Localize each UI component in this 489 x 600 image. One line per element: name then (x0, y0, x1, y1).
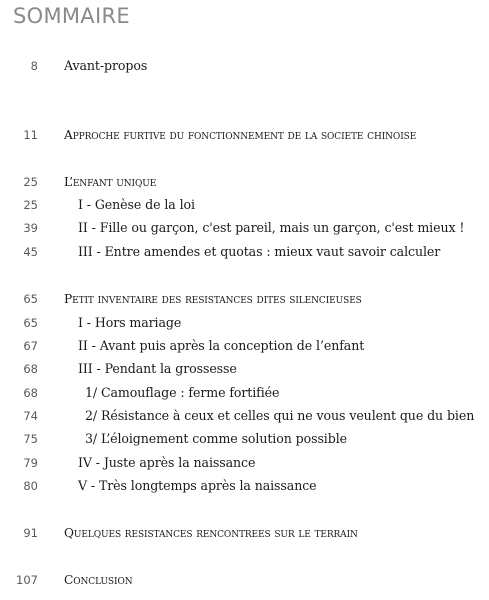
toc-section-title: Conclusion (64, 573, 133, 587)
toc-entry-camouflage (0, 383, 489, 403)
toc-page-number: 45 (23, 245, 38, 259)
toc-entry-title: III - Entre amendes et quotas : mieux vaut savoir calculer (78, 244, 441, 259)
toc-section-title: Quelques resistances rencontrees sur le terrain (64, 526, 358, 540)
toc-entry-title: 3/ L’éloignement comme solution possible (85, 431, 347, 446)
toc-entry-title: IV - Juste après la naissance (78, 455, 256, 470)
toc-entry-amendes-quotas (0, 242, 489, 262)
toc-entry-fille-garcon (0, 218, 489, 238)
toc-entry-title: III - Pendant la grossesse (78, 361, 237, 376)
toc-page-number: 8 (30, 59, 38, 73)
toc-page-number: 107 (16, 573, 38, 587)
toc-page-number: 74 (23, 409, 38, 423)
toc-entry-juste-apres-naissance (0, 453, 489, 473)
toc-entry-hors-mariage (0, 313, 489, 333)
toc-entry-title: 2/ Résistance à ceux et celles qui ne vous veulent que du bien (85, 408, 475, 423)
toc-entry-conclusion (0, 570, 489, 590)
toc-page-number: 68 (23, 362, 38, 376)
toc-entry-title: 1/ Camouflage : ferme fortifiée (85, 385, 280, 400)
toc-entry-avant-apres-conception (0, 336, 489, 356)
toc-section-title: Approche furtive du fonctionnement de la societe chinoise (64, 128, 417, 142)
toc-page-number: 68 (23, 386, 38, 400)
toc-page-number: 11 (23, 128, 38, 142)
toc-page-number: 80 (23, 479, 38, 493)
toc-page-number: 25 (23, 175, 38, 189)
toc-page-number: 67 (23, 339, 38, 353)
toc-entry-title: V - Très longtemps après la naissance (78, 478, 317, 493)
toc-page-number: 65 (23, 316, 38, 330)
toc-page-number: 39 (23, 221, 38, 235)
toc-entry-quelques-resistances (0, 523, 489, 543)
toc-section-title: Petit inventaire des resistances dites silencieuses (64, 292, 362, 306)
toc-entry-avant-propos (0, 56, 489, 76)
toc-page-number: 25 (23, 198, 38, 212)
toc-page-number: 65 (23, 292, 38, 306)
toc-entry-resistance-ceux-celles (0, 406, 489, 426)
toc-entry-title: II - Avant puis après la conception de l’enfant (78, 338, 365, 353)
page-title: SOMMAIRE (13, 4, 130, 28)
toc-page-number: 75 (23, 432, 38, 446)
toc-entry-eloignement (0, 429, 489, 449)
toc-entry-approche-furtive (0, 125, 489, 145)
toc-entry-petit-inventaire (0, 289, 489, 309)
toc-entry-title: I - Hors mariage (78, 315, 182, 330)
toc-entry-genese-loi (0, 195, 489, 215)
toc-page-number: 79 (23, 456, 38, 470)
toc-entry-enfant-unique (0, 172, 489, 192)
toc-entry-title: II - Fille ou garçon, c'est pareil, mais un garçon, c'est mieux ! (78, 220, 465, 235)
toc-page-number: 91 (23, 526, 38, 540)
toc-entry-pendant-grossesse (0, 359, 489, 379)
toc-section-title: L’enfant unique (64, 175, 157, 189)
toc-entry-title: I - Genèse de la loi (78, 197, 195, 212)
toc-entry-tres-longtemps-apres (0, 476, 489, 496)
toc-entry-title: Avant-propos (64, 58, 148, 73)
